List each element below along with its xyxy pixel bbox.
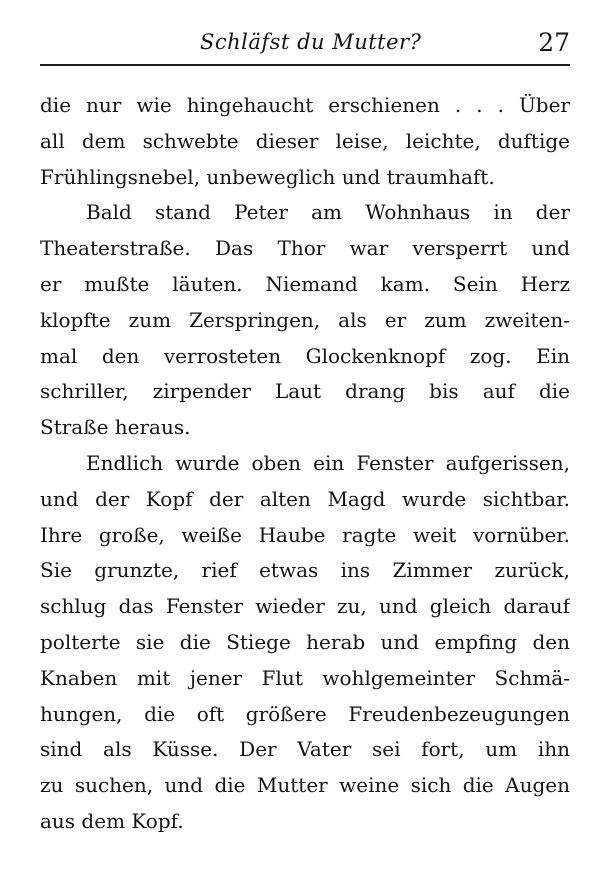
- text-line: klopfte zum Zerspringen, als er zum zweiten-: [40, 307, 570, 332]
- text-line: sind als Küsse. Der Vater sei fort, um ihn: [40, 737, 570, 762]
- body-text: [40, 88, 570, 840]
- header-rule: [40, 64, 570, 66]
- text-line: und der Kopf der alten Magd wurde sichtbar.: [40, 486, 570, 511]
- text-line: die nur wie hingehaucht erschienen . . . Über: [40, 93, 570, 117]
- text-line: er mußte läuten. Niemand kam. Sein Herz: [40, 271, 570, 296]
- text-line: schlug das Fenster wieder zu, und gleich darauf: [40, 594, 570, 619]
- text-line: Bald stand Peter am Wohnhaus in der: [86, 200, 570, 225]
- text-line: Theaterstraße. Das Thor war versperrt und: [40, 236, 570, 261]
- page-header: [40, 26, 570, 62]
- text-line: polterte sie die Stiege herab und empfing den: [40, 629, 570, 654]
- text-line: Endlich wurde oben ein Fenster aufgerissen,: [86, 450, 570, 475]
- text-line: schriller, zirpender Laut drang bis auf die: [40, 379, 570, 404]
- text-line: Ihre große, weiße Haube ragte weit vornüber.: [40, 522, 570, 547]
- running-title: Schläfst du Mutter?: [200, 30, 422, 54]
- text-line: Sie grunzte, rief etwas ins Zimmer zurück,: [40, 558, 570, 583]
- text-line: all dem schwebte dieser leise, leichte, duftige: [40, 128, 570, 153]
- text-line: Straße heraus.: [40, 415, 191, 440]
- text-line: Knaben mit jener Flut wohlgemeinter Schmä-: [40, 665, 570, 690]
- text-line: aus dem Kopf.: [40, 808, 184, 833]
- text-line: zu suchen, und die Mutter weine sich die Augen: [40, 773, 570, 798]
- text-line: mal den verrosteten Glockenknopf zog. Ein: [40, 343, 570, 368]
- text-line: Frühlingsnebel, unbeweglich und traumhaft.: [40, 164, 495, 189]
- text-line: hungen, die oft größere Freudenbezeugungen: [40, 701, 570, 726]
- page-number: 27: [538, 28, 570, 57]
